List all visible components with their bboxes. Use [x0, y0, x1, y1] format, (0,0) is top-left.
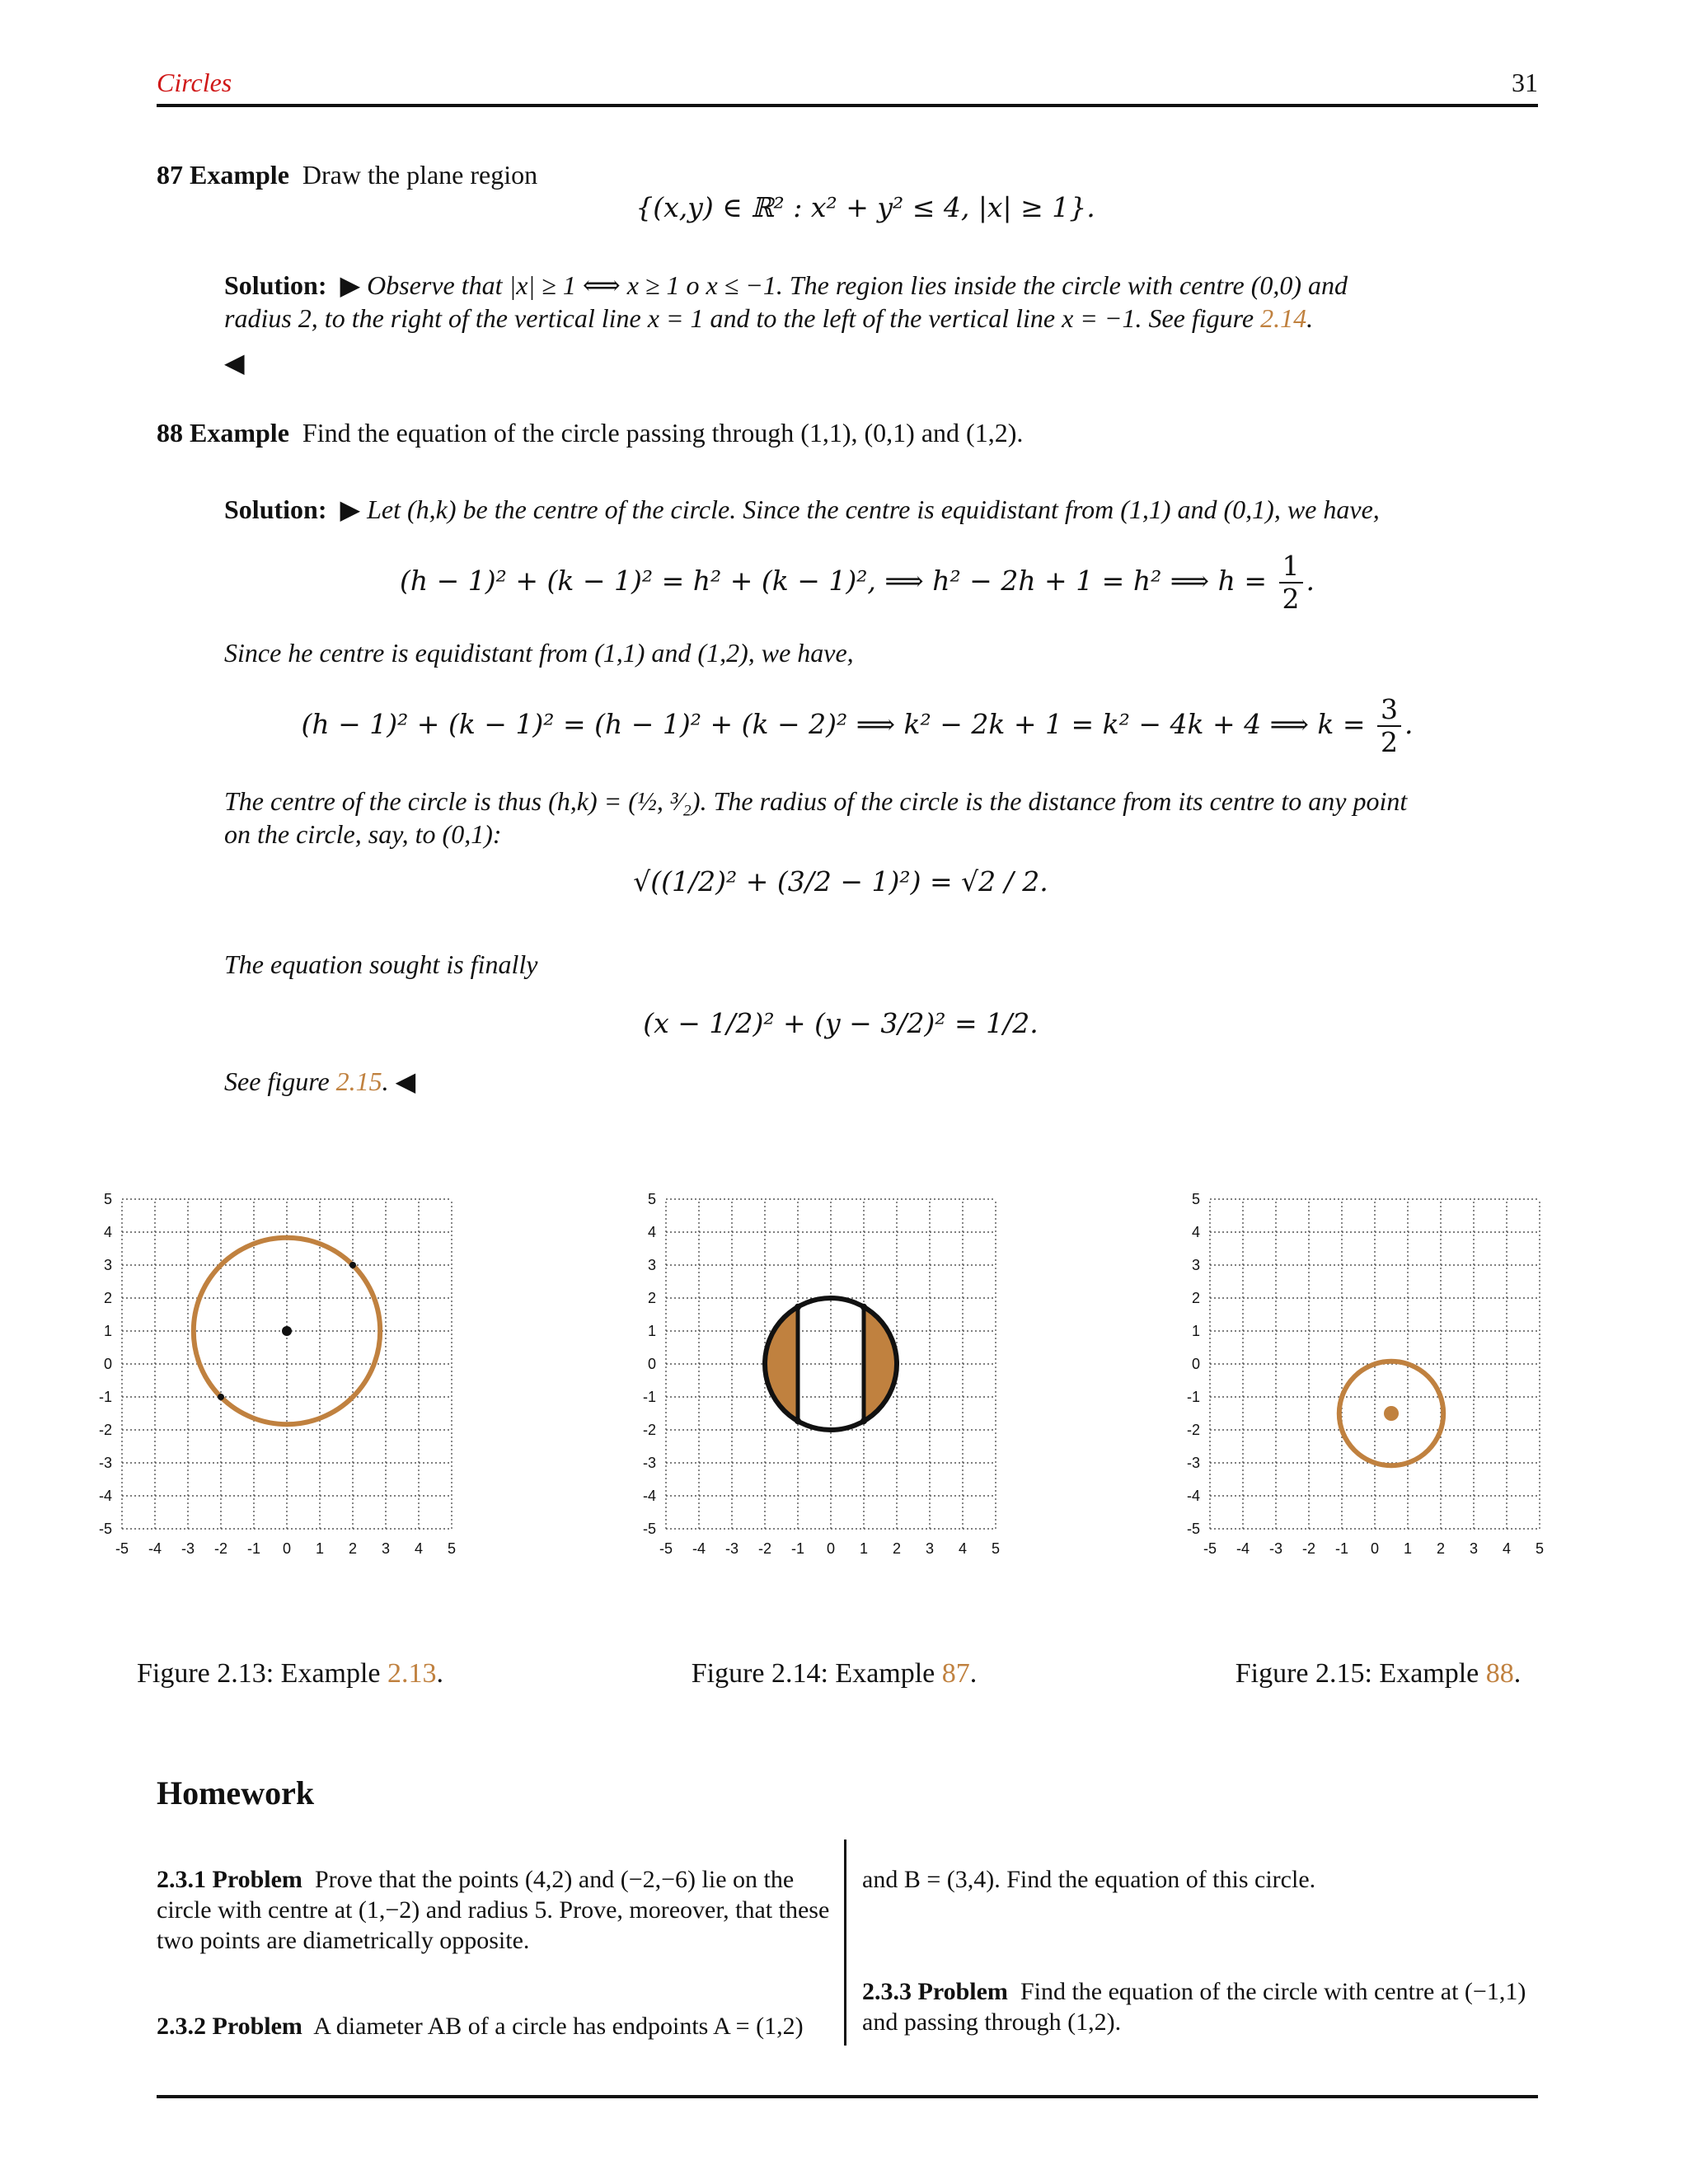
problem-2-3-2-line1: A diameter AB of a circle has endpoints A = (1,2) [313, 2013, 804, 2040]
x-tick-label: -5 [659, 1540, 673, 1557]
problem-2-3-2-continued: and B = (3,4). Find the equation of this circle. [862, 1866, 1316, 1893]
x-tick-label: 5 [991, 1540, 1001, 1557]
figure-2-15-caption [1164, 1658, 1592, 1690]
y-tick-label: -4 [98, 1488, 112, 1504]
x-tick-label: 5 [447, 1540, 457, 1557]
y-tick-label: 4 [103, 1224, 112, 1240]
y-tick-label: -4 [1186, 1488, 1200, 1504]
problem-2-3-1-line2: circle with centre at (1,−2) and radius 5. Prove, moreover, that these [157, 1896, 830, 1924]
radius-equation-right: = √2 / 2. [929, 865, 1048, 898]
y-tick-label: 3 [103, 1257, 112, 1273]
final-equation: (x − 1/2)² + (y − 3/2)² = 1/2. [643, 1007, 1039, 1039]
x-tick-label: -4 [692, 1540, 706, 1557]
figure-2-14-caption-end: . [969, 1658, 978, 1689]
problem-2-3-2 [157, 2011, 832, 2041]
equation-1-num: 1 [1279, 551, 1303, 583]
homework-title: Homework [157, 1774, 315, 1811]
figure-2-15-caption-end: . [1513, 1658, 1522, 1689]
centre-point [282, 1326, 292, 1336]
example-87-solution [224, 269, 1543, 335]
y-tick-label: 5 [1191, 1191, 1200, 1207]
finally-line: The equation sought is finally [224, 949, 538, 979]
example-88-prompt: Find the equation of the circle passing through (1,1), (0,1) and (1,2). [302, 418, 1024, 448]
x-tick-label: 0 [1370, 1540, 1380, 1557]
y-tick-label: -5 [1186, 1521, 1200, 1537]
solution-87-line1: Observe that |x| ≥ 1 ⟺ x ≥ 1 o x ≤ −1. The region lies inside the circle with centre (0,0) and [367, 270, 1348, 300]
figure-2-14-link[interactable]: 2.14 [1260, 303, 1307, 333]
equation-1-fraction [1279, 551, 1303, 615]
y-tick-label: 0 [647, 1356, 656, 1372]
y-tick-label: 0 [103, 1356, 112, 1372]
see-figure-line [224, 1065, 415, 1098]
y-tick-label: -1 [642, 1389, 656, 1405]
equation-2-body: (h − 1)² + (k − 1)² = (h − 1)² + (k − 2)² ⟹ k² − 2k + 1 = k² − 4k + 4 ⟹ k = [301, 708, 1366, 740]
x-tick-label: -4 [1236, 1540, 1250, 1557]
x-tick-label: 1 [1403, 1540, 1413, 1557]
radius-equation [577, 865, 1104, 898]
y-tick-label: 1 [103, 1323, 112, 1339]
example-87-heading [157, 158, 537, 191]
y-tick-label: -5 [98, 1521, 112, 1537]
y-tick-label: 1 [647, 1323, 656, 1339]
x-tick-label: 4 [958, 1540, 968, 1557]
problem-2-3-1 [157, 1864, 832, 1956]
solution-88-label: Solution: [224, 494, 327, 524]
data-point [795, 1304, 801, 1310]
centre-point [1384, 1406, 1399, 1421]
figure-2-14-chart [626, 1187, 1022, 1591]
equation-2-fraction [1377, 694, 1401, 758]
figure-2-15-chart [1170, 1187, 1566, 1591]
header-rule [157, 104, 1538, 107]
figure-2-13-caption [76, 1658, 504, 1690]
x-tick-label: 2 [892, 1540, 902, 1557]
x-tick-label: -3 [181, 1540, 195, 1557]
equation-1: (h − 1)² + (k − 1)² = h² + (k − 1)², ⟹ h² − 2h + 1 = h² ⟹ h = $\frac{1}{2}$ . [400, 550, 1315, 615]
example-87-label: 87 Example [157, 160, 289, 190]
equation-2-den: 2 [1381, 726, 1399, 758]
equation-1-den: 2 [1282, 583, 1300, 615]
y-tick-label: -3 [642, 1455, 656, 1471]
data-point [349, 1262, 356, 1268]
figure-2-13-chart [82, 1187, 478, 1591]
x-tick-label: -4 [148, 1540, 162, 1557]
y-tick-label: -3 [98, 1455, 112, 1471]
example-88-solution-intro [224, 493, 1543, 526]
x-tick-label: -2 [757, 1540, 772, 1557]
y-tick-label: 5 [647, 1191, 656, 1207]
x-tick-label: -5 [1203, 1540, 1217, 1557]
solution-88-start-mark: ▶ [333, 494, 368, 524]
equation-1-body: (h − 1)² + (k − 1)² = h² + (k − 1)², ⟹ h² − 2h + 1 = h² ⟹ h = [400, 565, 1267, 597]
equation-2: (h − 1)² + (k − 1)² = (h − 1)² + (k − 2)² ⟹ k² − 2k + 1 = k² − 4k + 4 ⟹ k = $\frac{3}{2}$ . [301, 693, 1414, 758]
centre-text [224, 785, 1543, 851]
example-87-prompt: Draw the plane region [302, 160, 538, 190]
x-tick-label: 0 [282, 1540, 292, 1557]
x-tick-label: -2 [213, 1540, 228, 1557]
example-88-label: 88 Example [157, 418, 289, 448]
example-88-heading [157, 416, 1023, 449]
figure-2-14-caption-link[interactable]: 87 [941, 1658, 970, 1689]
y-tick-label: 5 [103, 1191, 112, 1207]
problem-2-3-1-line1: Prove that the points (4,2) and (−2,−6) lie on the [314, 1866, 795, 1893]
x-tick-label: 0 [826, 1540, 836, 1557]
figure-2-13-caption-end: . [436, 1658, 444, 1689]
example-87-set: {(x,y) ∈ ℝ² : x² + y² ≤ 4, |x| ≥ 1}. [635, 191, 1095, 223]
problem-2-3-1-label: 2.3.1 Problem [157, 1866, 302, 1893]
y-tick-label: 2 [1191, 1290, 1200, 1306]
since-line: Since he centre is equidistant from (1,1) and (1,2), we have, [224, 638, 854, 668]
x-tick-label: -5 [115, 1540, 129, 1557]
x-tick-label: -3 [1268, 1540, 1283, 1557]
x-tick-label: 4 [414, 1540, 424, 1557]
y-tick-label: 2 [647, 1290, 656, 1306]
solution-label: Solution: [224, 270, 327, 300]
solution-87-line2: radius 2, to the right of the vertical line x = 1 and to the left of the vertical line x = −1. See figure [224, 303, 1261, 333]
see-figure-post: . ◀ [382, 1066, 416, 1096]
x-tick-label: -1 [1334, 1540, 1349, 1557]
y-tick-label: -2 [98, 1422, 112, 1438]
y-tick-label: 4 [647, 1224, 656, 1240]
x-tick-label: 3 [381, 1540, 391, 1557]
problem-2-3-3-line2: and passing through (1,2). [862, 2008, 1122, 2036]
y-tick-label: -2 [642, 1422, 656, 1438]
figure-2-15-link[interactable]: 2.15 [335, 1066, 382, 1096]
problem-2-3-1-line3: two points are diametrically opposite. [157, 1927, 530, 1954]
centre-line-2: on the circle, say, to (0,1): [224, 819, 502, 849]
problem-2-3-3 [862, 1976, 1538, 2037]
y-tick-label: 4 [1191, 1224, 1200, 1240]
footer-rule [157, 2095, 1538, 2098]
y-tick-label: 3 [647, 1257, 656, 1273]
x-tick-label: 1 [315, 1540, 325, 1557]
solution-87-line2-end: . [1306, 303, 1314, 333]
x-tick-label: -2 [1301, 1540, 1316, 1557]
x-tick-label: -1 [790, 1540, 805, 1557]
y-tick-label: -5 [642, 1521, 656, 1537]
x-tick-label: 2 [1436, 1540, 1446, 1557]
page-number: 31 [1512, 68, 1538, 97]
y-tick-label: -1 [1186, 1389, 1200, 1405]
y-tick-label: 1 [1191, 1323, 1200, 1339]
radius-equation-left: √((1/2)² + (3/2 − 1)²) [633, 865, 921, 898]
figure-2-14-caption [620, 1658, 1048, 1690]
y-tick-label: -1 [98, 1389, 112, 1405]
x-tick-label: -3 [724, 1540, 739, 1557]
x-tick-label: 2 [348, 1540, 358, 1557]
data-point [860, 1304, 867, 1310]
data-point [795, 1418, 801, 1424]
problem-2-3-3-line1: Find the equation of the circle with centre at (−1,1) [1020, 1978, 1526, 2005]
figure-2-13-caption-link[interactable]: 2.13 [387, 1658, 437, 1689]
equation-2-num: 3 [1377, 694, 1401, 727]
see-figure-pre: See figure [224, 1066, 336, 1096]
figure-2-15-caption-text: Figure 2.15: Example [1235, 1658, 1486, 1689]
x-tick-label: 5 [1535, 1540, 1545, 1557]
solution-start-mark: ▶ [333, 270, 368, 300]
y-tick-label: -2 [1186, 1422, 1200, 1438]
example-87-end-mark: ◀ [224, 348, 245, 377]
x-tick-label: 3 [925, 1540, 935, 1557]
figure-2-13-caption-text: Figure 2.13: Example [136, 1658, 388, 1689]
x-tick-label: 1 [859, 1540, 869, 1557]
x-tick-label: 4 [1502, 1540, 1512, 1557]
centre-line-1: The centre of the circle is thus (h,k) = (½, ³⁄₂). The radius of the circle is the distance from its centre to any point [224, 786, 1408, 816]
figure-2-14-caption-text: Figure 2.14: Example [691, 1658, 942, 1689]
y-tick-label: -4 [642, 1488, 656, 1504]
y-tick-label: -3 [1186, 1455, 1200, 1471]
y-tick-label: 2 [103, 1290, 112, 1306]
x-tick-label: -1 [246, 1540, 261, 1557]
y-tick-label: 0 [1191, 1356, 1200, 1372]
figure-2-15-caption-link[interactable]: 88 [1485, 1658, 1514, 1689]
y-tick-label: 3 [1191, 1257, 1200, 1273]
data-point [860, 1418, 867, 1424]
problem-2-3-3-label: 2.3.3 Problem [862, 1978, 1008, 2005]
header-title: Circles [157, 68, 232, 97]
x-tick-label: 3 [1469, 1540, 1479, 1557]
solution-88-intro: Let (h,k) be the centre of the circle. Since the centre is equidistant from (1,1) and (0,1), we have, [367, 494, 1380, 524]
column-divider [844, 1840, 846, 2046]
data-point [218, 1394, 224, 1400]
problem-2-3-2-label: 2.3.2 Problem [157, 2013, 302, 2040]
